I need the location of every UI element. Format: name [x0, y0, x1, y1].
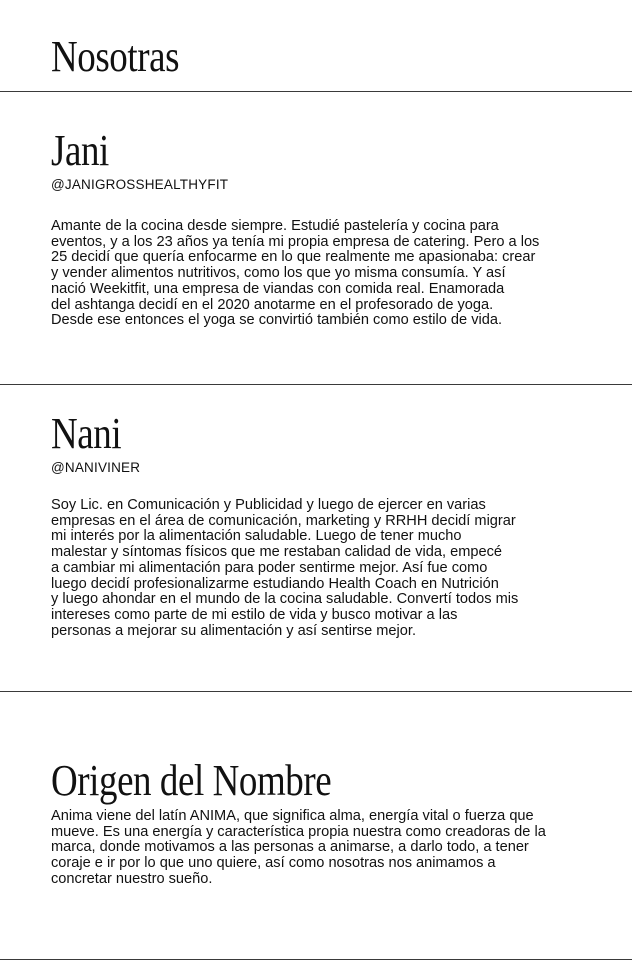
profile-name: Jani — [51, 126, 109, 175]
origin-line: marca, donde motivamos a las personas a animarse, a darlo todo, a tener — [51, 839, 529, 856]
bio-line: y luego ahondar en el mundo de la cocina saludable. Convertí todos mis — [51, 591, 519, 608]
divider — [0, 691, 632, 692]
bio-line: del ashtanga decidí en el 2020 anotarme en el profesorado de yoga. — [51, 296, 494, 313]
origin-line: concretar nuestro sueño. — [51, 870, 213, 887]
profile-name: Nani — [51, 409, 122, 458]
profile-bio — [51, 219, 591, 329]
bio-line: personas a mejorar su alimentación y así sentirse mejor. — [51, 622, 417, 639]
bio-line: empresas en el área de comunicación, marketing y RRHH decidí migrar — [51, 512, 516, 529]
bio-line: y vender alimentos nutritivos, como los que yo misma consumía. Y así — [51, 265, 506, 282]
origin-title: Origen del Nombre — [51, 756, 332, 805]
bio-line: eventos, y a los 23 años ya tenía mi propia empresa de catering. Pero a los — [51, 233, 540, 250]
bio-line: mi interés por la alimentación saludable. Luego de tener mucho — [51, 528, 462, 545]
origin-line: coraje e ir por lo que uno quiere, así como nosotras nos animamos a — [51, 855, 496, 872]
bio-line: Desde ese entonces el yoga se convirtió también como estilo de vida. — [51, 312, 503, 329]
bio-line: 25 decidí que quería enfocarme en lo que realmente me apasionaba: crear — [51, 249, 536, 266]
bio-line: luego decidí profesionalizarme estudiando Health Coach en Nutrición — [51, 575, 499, 592]
page-title: Nosotras — [51, 32, 180, 81]
profile-bio — [51, 498, 591, 639]
bio-line: Soy Lic. en Comunicación y Publicidad y luego de ejercer en varias — [51, 497, 486, 513]
origin-line: mueve. Es una energía y característica propia nuestra como creadoras de la — [51, 823, 546, 840]
profile-handle: @JANIGROSSHEALTHYFIT — [51, 177, 229, 192]
bio-line: malestar y síntomas físicos que me restaban calidad de vida, empecé — [51, 544, 503, 561]
divider — [0, 91, 632, 92]
profile-handle: @NANIVINER — [51, 460, 141, 475]
bio-line: intereses como parte de mi estilo de vida y busco motivar a las — [51, 606, 458, 623]
bio-line: a cambiar mi alimentación para poder sentirme mejor. Así fue como — [51, 559, 488, 576]
bio-line: Amante de la cocina desde siempre. Estudié pastelería y cocina para — [51, 218, 499, 234]
bio-line: nació Weekitfit, una empresa de viandas con comida real. Enamorada — [51, 280, 505, 297]
origin-line: Anima viene del latín ANIMA, que significa alma, energía vital o fuerza que — [51, 808, 534, 824]
divider — [0, 384, 632, 385]
origin-text — [51, 809, 591, 888]
